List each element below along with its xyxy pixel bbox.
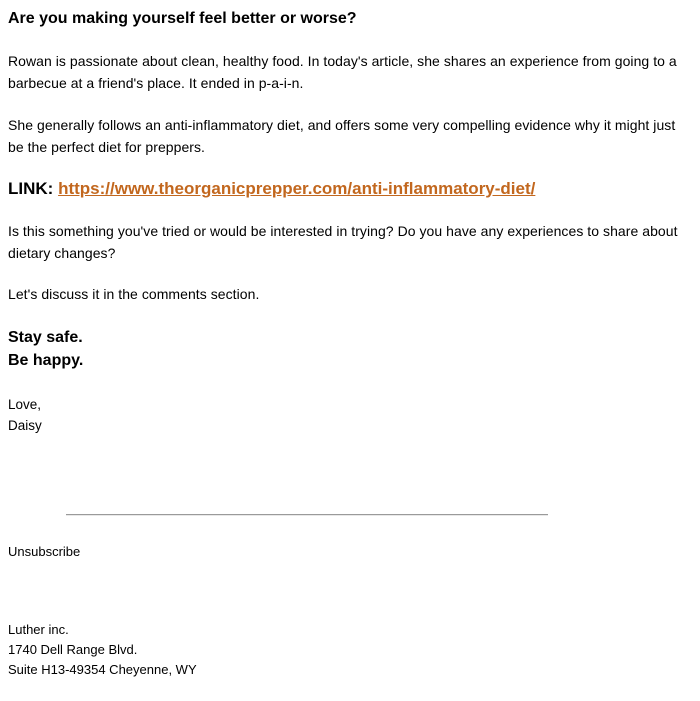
- address-line-1: 1740 Dell Range Blvd.: [8, 642, 138, 657]
- signoff-line-1: Stay safe.: [8, 329, 83, 346]
- company-address: [8, 620, 197, 680]
- address-line-2: Suite H13-49354 Cheyenne, WY: [8, 662, 197, 677]
- link-label: LINK:: [8, 179, 54, 198]
- email-heading: Are you making yourself feel better or worse?: [8, 10, 357, 27]
- question-paragraph: Is this something you've tried or would be interested in trying? Do you have any experiences to share about dietary changes?: [8, 223, 678, 261]
- article-link-line: [8, 177, 535, 201]
- diet-paragraph: She generally follows an anti-inflammatory diet, and offers some very compelling evidence why it might just be the perfect diet for preppers.: [8, 117, 676, 155]
- company-name: Luther inc.: [8, 622, 69, 637]
- unsubscribe-link[interactable]: Unsubscribe: [8, 544, 81, 559]
- discussion-paragraph: Let's discuss it in the comments section.: [8, 286, 260, 302]
- closing: [8, 394, 42, 436]
- closing-line-1: Love,: [8, 397, 42, 412]
- article-link[interactable]: https://www.theorganicprepper.com/anti-inflammatory-diet/: [58, 179, 536, 198]
- unsubscribe-container: [8, 542, 80, 562]
- footer-divider: [66, 514, 548, 516]
- signoff: [8, 326, 83, 372]
- signoff-line-2: Be happy.: [8, 352, 84, 369]
- closing-signature: Daisy: [8, 418, 42, 433]
- intro-paragraph: Rowan is passionate about clean, healthy food. In today's article, she shares an experience from going to a barbecue at a friend's place. It ended in p-a-i-n.: [8, 53, 677, 91]
